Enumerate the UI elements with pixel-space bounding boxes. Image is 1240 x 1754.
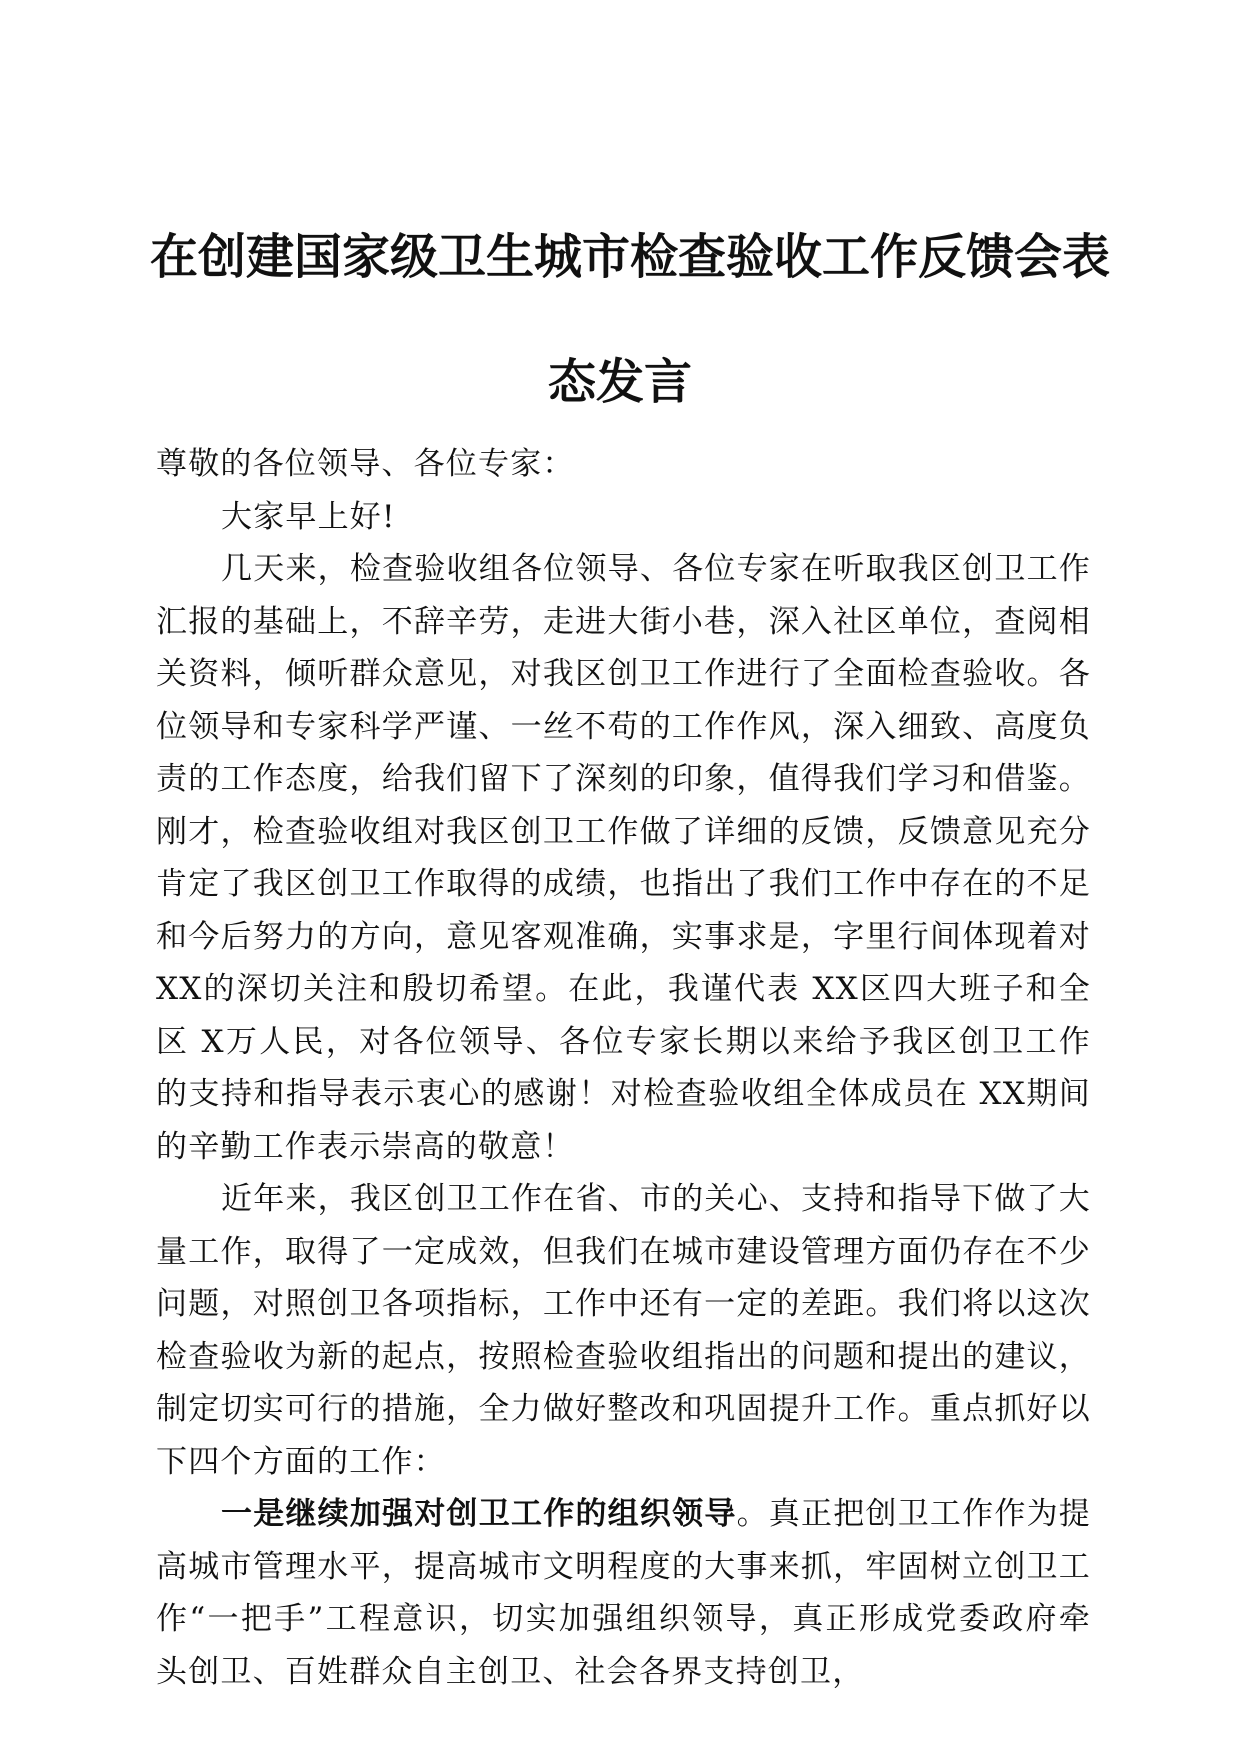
salutation: 尊敬的各位领导、各位专家： [156,446,575,482]
paragraph-2: 近年来，我区创卫工作在省、市的关心、支持和指导下做了大量工作，取得了一定成效，但我们在城市建设管理方面仍存在不少问题，对照创卫各项指标，工作中还有一定的差距。我们将以这次检查验收为新的起点，按照检查验收组指出的问题和提出的建议，制定切实可行的措施，全力做好整改和巩固提升工作。重点抓好以下四个方面的工作： [156,1181,1091,1480]
document-body [156,438,1091,1698]
document-title-line-1: 在创建国家级卫生城市检查验收工作反馈会表 [150,229,1111,285]
point-1-heading: 一是继续加强对创卫工作的组织领导 [221,1496,737,1532]
paragraph-3 [156,1488,1091,1698]
paragraph-1: 几天来，检查验收组各位领导、各位专家在听取我区创卫工作汇报的基础上，不辞辛劳，走进大街小巷，深入社区单位，查阅相关资料，倾听群众意见，对我区创卫工作进行了全面检查验收。各位领导和专家科学严谨、一丝不苟的工作作风，深入细致、高度负责的工作态度，给我们留下了深刻的印象，值得我们学习和借鉴。刚才，检查验收组对我区创卫工作做了详细的反馈，反馈意见充分肯定了我区创卫工作取得的成绩，也指出了我们工作中存在的不足和今后努力的方向，意见客观准确，实事求是，字里行间体现着对 XX的深切关注和殷切希望。在此，我谨代表 XX区四大班子和全区 X万人民，对各位领导、各位专家长期以来给予我区创卫工作的支持和指导表示衷心的感谢！对检查验收组全体成员在 XX期间的辛勤工作表示崇高的敬意！ [156,551,1091,1165]
point-1-text: 。真正把创卫工作作为提高城市管理水平，提高城市文明程度的大事来抓，牢固树立创卫工作“一把手”工程意识，切实加强组织领导，真正形成党委政府牵头创卫、百姓群众自主创卫、社会各界支持创卫， [156,1496,1092,1690]
greeting: 大家早上好! [221,498,396,535]
document-title-line-2: 态发言 [547,354,692,410]
